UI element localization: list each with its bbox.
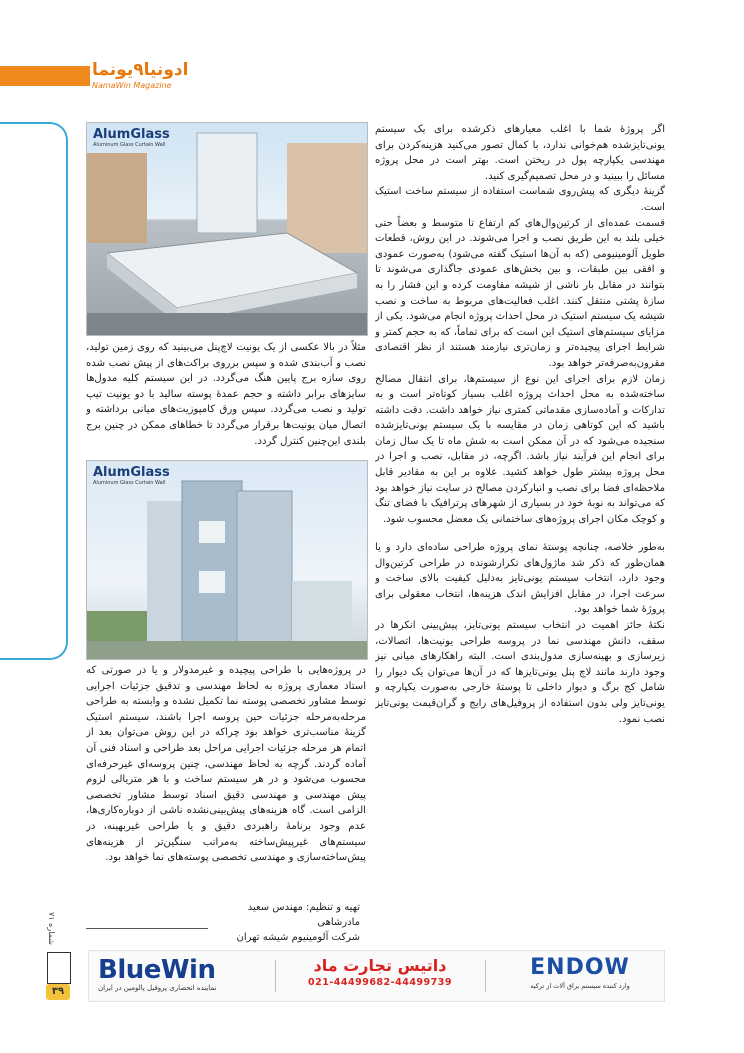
article-paragraph: در پروژه‌هایی با طراحی پیچیده و غیرمدولار و یا در صورتی که استاد معماری پروژه به لحاظ مهندسی و تدقیق جزئیات اجرایی توسط مشاور تخصصی پوسته نما تکمیل نشده و وابسته به طراحی مرحله‌به‌مرحله جزئیات حین پروسه اجرا باشند، سیستم استیک گزینۀ مناسب‌تری خواهد بود چراکه در این روش می‌توان بعد از اتمام هر مرحله جزئیات اجرایی مراحل بعد طراحی و اسناد فنی آن آماده گردند. گرچه به لحاظ مهندسی، چنین پروسه‌ای غیرحرفه‌ای محسوب می‌شود و در هر سیستم ساخت و با هر متریالی لزوم پیش مهندسی و مهندسی دقیق اسناد توسط مشاور تخصصی الزامی است. گاه هزینه‌های پیش‌بینی‌نشده ناشی از دوباره‌کاری‌ها، عدم وجود برنامۀ راهبردی دقیق و یا طراحی غیربهینه، در سیستم‌های غیرپیش‌ساخته به‌مراتب سنگین‌تر از هزینه‌های پیش‌ساخته‌سازی و مهندسی تخصصی پوسته‌های نما خواهد بود.	[86, 665, 366, 864]
ad-divider	[485, 960, 486, 992]
bluewin-logo: BlueWin	[98, 955, 216, 985]
article-paragraph: نکتۀ حائز اهمیت در انتخاب سیستم یونی‌تایز، پیش‌بینی انکرها در سقف، دانش مهندسی نما در پروسه طراحی یونیت‌ها، اتصالات، زیرسازی و بهینه‌سازی مدول‌بندی است. البته راهکارهای میانی نیز وجود دارند مانند لاچ پنل یونی‌تایزها که در آن‌ها می‌توان یک دیوار را شامل کج برگ و دیوار داخلی تا پوستۀ خارجی به‌صورت یکپارچه و یونی‌تایز ولی بدون استفاده از پروفیل‌های رایج و گران‌قیمت یونی‌تایز نصب نمود.	[375, 619, 665, 725]
magazine-logo-subtitle: NamaWin Magazine	[92, 81, 172, 90]
page-number: ۳۹	[46, 984, 70, 1000]
article-right-column	[375, 122, 665, 540]
header-accent-bar	[0, 66, 90, 86]
article-paragraph: به‌طور خلاصه، چنانچه پوستۀ نمای پروژه طراحی ساده‌ای دارد و یا همان‌طور که ذکر شد ماژول‌های تکرارشونده در طراحی کرتین‌وال وجود دارد، انتخاب سیستم یونی‌تایز به‌دلیل کیفیت بالای ساخت و سرعت اجرا، در مقابل افزایش اندک هزینه‌ها، انتخاب معقولی برای پروژۀ شما خواهد بود.	[375, 542, 665, 616]
bluewin-tagline: نماینده انحصاری پروفیل پالومین در ایران	[98, 984, 217, 992]
photo-illustration	[87, 461, 367, 659]
side-decorative-frame	[0, 122, 68, 660]
article-paragraph: گزینۀ دیگری که پیش‌روی شماست استفاده از سیستم ساخت استیک است.	[375, 186, 665, 213]
credit-divider	[86, 928, 208, 929]
article-paragraph: قسمت عمده‌ای از کرتین‌وال‌های کم ارتفاع تا متوسط و بعضاً حتی خیلی بلند به این طریق نصب و اجرا می‌شوند. در این روش، قطعات طویل آلومینیومی (که به آن‌ها استیک گفته می‌شود) به‌صورت عمودی و افقی بین طبقات، و بین بخش‌های عمودی جاگذاری می‌شوند تا بتوانند در مقابل بار ناشی از شیشه مقاومت کرده و این فشار را به سازۀ پشتی منتقل کنند. اغلب فعالیت‌های مربوط به ساخت و نصب شیشه یک سیستم استیک در محل احداث پروژه انجام می‌شود. یکی از مزایای سیستم‌های استیک این است که برای تماماً، که به حجم کمتر و شرایط اجرای پیچیده‌تر و زمان‌تری نیازمند هستند از نظر اقتصادی مقرون‌به‌صرفه‌تر خواهد بود.	[375, 217, 665, 369]
credit-company: شرکت آلومینیوم شیشه تهران	[236, 932, 360, 943]
ad-datis[interactable]	[290, 955, 470, 988]
ad-endow[interactable]	[505, 956, 655, 990]
photo-tower-rendering	[86, 460, 368, 660]
photo-unitized-panel-on-roof	[86, 122, 368, 336]
article-paragraph: اگر پروژۀ شما با اغلب معیارهای ذکرشده برای یک سیستم یونی‌تایزشده هم‌خوانی ندارد، با کمال تصور می‌کنید هزینه‌کردن برای مهندسی یکپارچه پول در ریختن است. بهتر است در محل پروژه مسائل را ببینید و در محل تصمیم‌گیری کنید.	[375, 124, 665, 182]
ad-divider	[275, 960, 276, 992]
page-number-box	[47, 952, 71, 984]
photo-watermark: AlumGlass Aluminum Glass Curtain Wall	[93, 127, 170, 148]
issue-label: شماره ۷۱	[47, 912, 56, 945]
article-right-column-continued	[375, 540, 665, 938]
article-left-column-bottom	[86, 663, 366, 895]
photo-illustration	[87, 123, 367, 335]
datis-phone: 021-44499682-44499739	[308, 977, 452, 988]
ad-bluewin[interactable]	[98, 956, 258, 992]
article-left-column-top	[86, 340, 366, 452]
photo-watermark: AlumGlass Aluminum Glass Curtain Wall	[93, 465, 170, 486]
article-paragraph: مثلاً در بالا عکسی از یک یونیت لاچ‌پنل می‌بینید که روی زمین تولید، نصب و آب‌بندی شده و سپس برروی براکت‌های از پیش نصب شده روی سازه برج پایین هنگ می‌گردد. در این سیستم کلیه مدول‌ها سایزهای برابر داشته و حجم عمدۀ پوسته سالید با دو یونیت تیپ تولید و نصب می‌گردد. سپس ورق کامپوزیت‌های میانی برداشته و اتصال میان یونیت‌ها برقرار می‌گردد تا خطاهای ممکن در چنین برج بلندی این‌چنین کنترل گردد.	[86, 342, 366, 447]
author-credit	[210, 900, 360, 945]
datis-logo: داتیس تجارت ماد	[313, 956, 447, 975]
magazine-logo: ادونیا۹یونما	[92, 60, 189, 80]
article-paragraph: زمان لازم برای اجرای این نوع از سیستم‌ها، برای انتقال مصالح ساخته‌شده به محل احداث پروژه اغلب بسیار کوتاه‌تر است و به تدارکات و آماده‌سازی مقدماتی کمتری نیاز خواهد داشت. دقت داشته باشید که این کوتاهی زمان در مقایسه با یک سیستم یونی‌تایزشده سنجیده می‌شود که در آن ممکن است به شش ماه تا یک سال زمان برای انجام این فرآیند نیاز باشد. اگرچه، در مقابل، نصب و اجرا در محل پروژه بیشتر طول خواهد کشید. علاوه بر این به مقادیر قابل ملاحظه‌ای فضا برای نصب و انبارکردن مصالح در سایت نیاز خواهد بود که می‌تواند به نوبۀ خود در بسیاری از شهرهای پرترافیک با فضای تنگ و کوچک مکان اجرای پروژه‌های ساختمانی یک معضل محسوب شود.	[375, 373, 665, 525]
credit-author: تهیه و تنظیم: مهندس سعید مادرشاهی	[247, 902, 360, 928]
endow-logo: ENDOW	[530, 955, 630, 980]
endow-tagline: وارد کننده سیستم یراق آلات از ترکیه	[530, 982, 630, 990]
